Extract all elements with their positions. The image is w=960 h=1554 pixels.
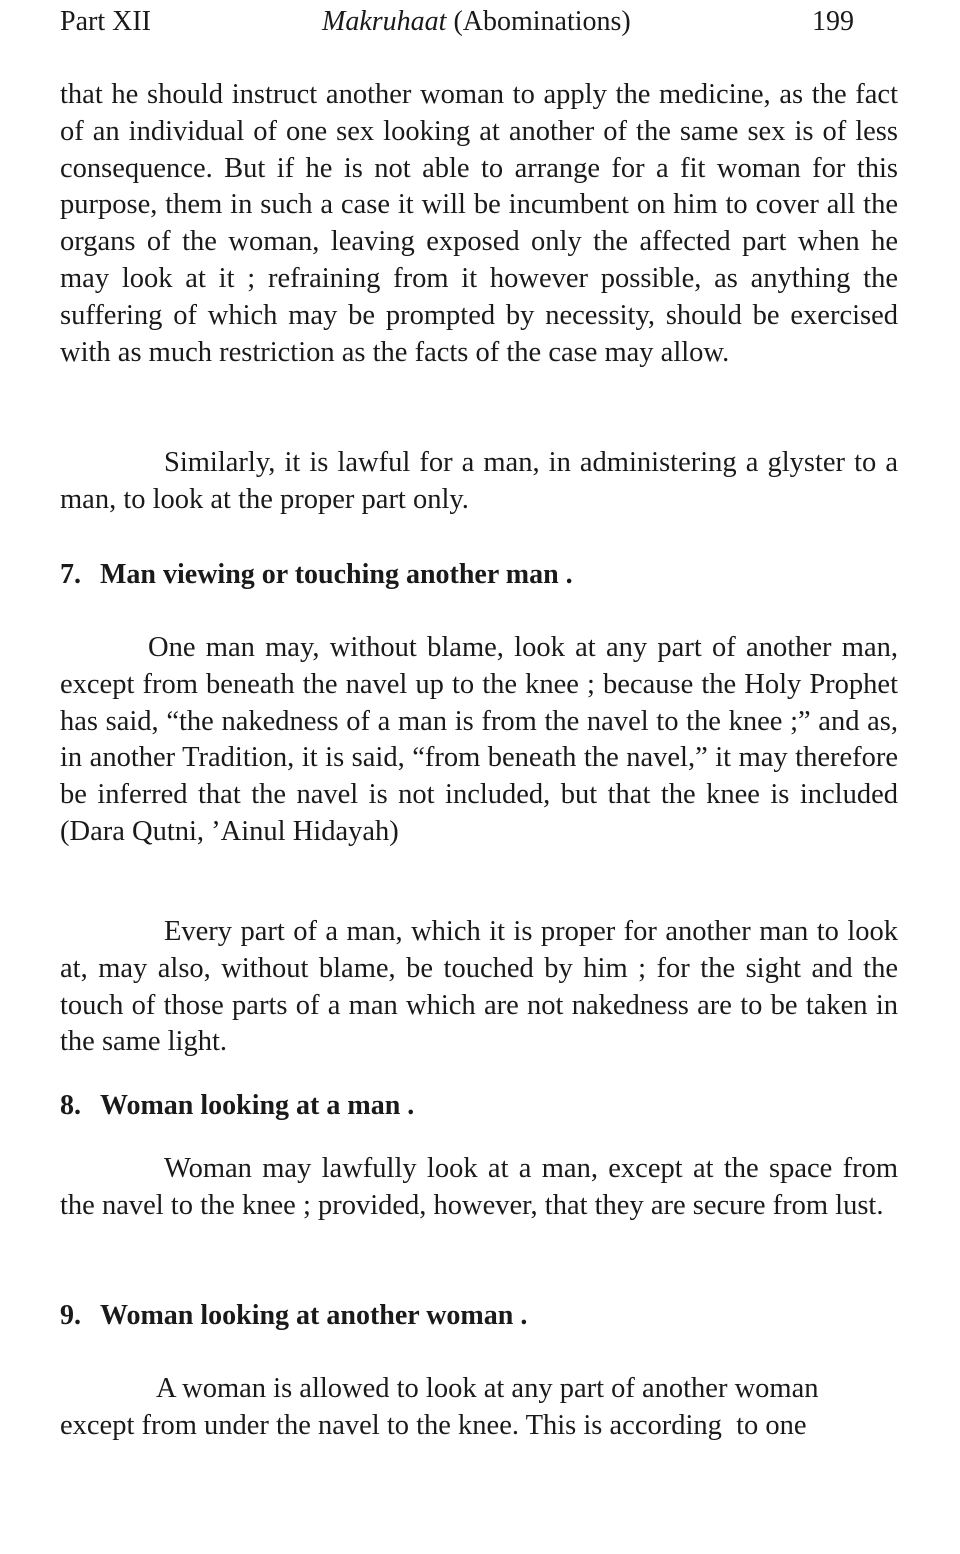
section-heading-9 <box>60 1298 527 1334</box>
section-number: 7. <box>60 559 81 590</box>
paragraph-woman-woman <box>60 1371 920 1445</box>
part-label: Part XII <box>60 6 151 37</box>
section-number: 9. <box>60 1300 81 1331</box>
paragraph-text: Similarly, it is lawful for a man, in administering a glyster to a man, to look at the proper part only. <box>60 447 898 515</box>
paragraph-continued <box>60 77 898 371</box>
chapter-title-italic: Makruhaat <box>322 6 447 37</box>
section-title: Woman looking at another woman . <box>100 1300 528 1331</box>
section-heading-7 <box>60 557 573 593</box>
running-head <box>60 4 900 40</box>
paragraph-text: One man may, without blame, look at any part of another man, except from beneath the navel up to the knee ; because the Holy Prophet has said, “the nakedness of a man is from the navel to the knee ;” and as, in another Tradition, it is said, “from beneath the navel,” it may therefore be inferred that the navel is not included, but that the knee is included (Dara Qutni, ’Ainul Hidayah) <box>60 632 898 847</box>
paragraph-line: A woman is allowed to look at any part of another woman <box>156 1373 819 1404</box>
page-number: 199 <box>812 6 854 37</box>
section-heading-8 <box>60 1088 414 1124</box>
chapter-title <box>322 4 631 40</box>
chapter-title-rest: (Abominations) <box>446 6 631 37</box>
section-title: Man viewing or touching another man . <box>100 559 573 590</box>
section-number: 8. <box>60 1090 81 1121</box>
section-title: Woman looking at a man . <box>100 1090 415 1121</box>
paragraph-text: Woman may lawfully look at a man, except at the space from the navel to the knee ; provided, however, that they are secure from lust. <box>60 1153 898 1221</box>
paragraph-text: Every part of a man, which it is proper for another man to look at, may also, without blame, be touched by him ; for the sight and the touch of those parts of a man which are not nakedness are to be taken in the same light. <box>60 916 898 1058</box>
paragraph-man-viewing <box>60 630 898 851</box>
paragraph-glyster <box>60 445 898 519</box>
paragraph-touch <box>60 914 898 1061</box>
paragraph-woman-man <box>60 1151 898 1225</box>
paragraph-line: except from under the navel to the knee. This is according to one <box>60 1409 807 1441</box>
paragraph-text: that he should instruct another woman to apply the medicine, as the fact of an individual of one sex looking at another of the same sex is of less consequence. But if he is not able to arrange for a fit woman for this purpose, them in such a case it will be incumbent on him to cover all the organs of the woman, leaving exposed only the affected part when he may look at it ; refraining from it however possible, as anything the suffering of which may be prompted by necessity, should be exercised with as much restriction as the facts of the case may allow. <box>60 79 898 368</box>
